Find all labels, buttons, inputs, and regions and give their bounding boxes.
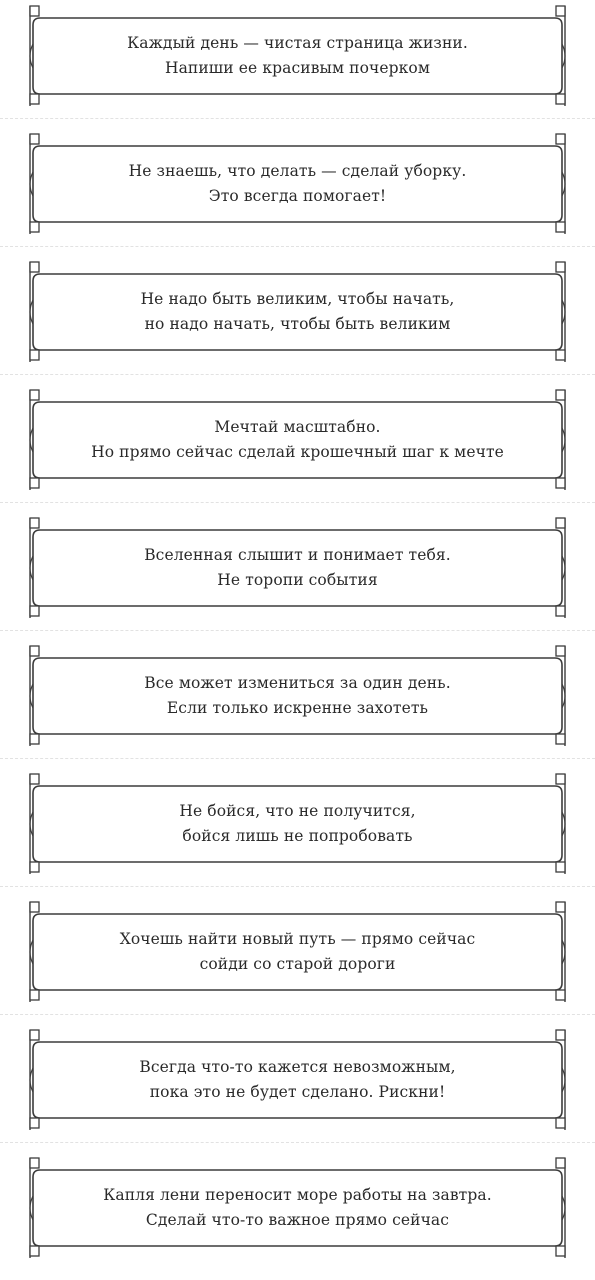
frame-corner-tab	[30, 1030, 39, 1040]
quote-line-2: но надо начать, чтобы быть великим	[144, 315, 451, 333]
cut-line	[0, 374, 595, 375]
frame-corner-tab	[30, 350, 39, 360]
frame-corner-tab	[556, 990, 565, 1000]
frame-corner-tab	[30, 734, 39, 744]
quote-line-1: Хочешь найти новый путь — прямо сейчас	[119, 930, 476, 948]
frame-corner-tab	[556, 862, 565, 872]
quote-text	[40, 132, 555, 236]
quote-card	[0, 900, 595, 1004]
frame-corner-tab	[30, 1118, 39, 1128]
frame-corner-tab	[556, 1158, 565, 1168]
quote-line-2: Не торопи события	[217, 571, 378, 589]
frame-corner-tab	[556, 6, 565, 16]
frame-corner-tab	[556, 134, 565, 144]
frame-corner-tab	[30, 390, 39, 400]
quote-line-2: пока это не будет сделано. Рискни!	[149, 1083, 446, 1101]
quote-line-2: бойся лишь не попробовать	[182, 827, 413, 845]
quote-line-1: Мечтай масштабно.	[214, 418, 381, 436]
frame-corner-tab	[556, 606, 565, 616]
cut-line	[0, 758, 595, 759]
quote-line-1: Каждый день — чистая страница жизни.	[127, 34, 468, 52]
frame-corner-tab	[556, 94, 565, 104]
quote-card	[0, 516, 595, 620]
frame-corner-tab	[556, 734, 565, 744]
cut-line	[0, 118, 595, 119]
frame-corner-tab	[556, 1246, 565, 1256]
frame-corner-tab	[30, 646, 39, 656]
quote-text	[40, 772, 555, 876]
quote-card	[0, 260, 595, 364]
quote-card	[0, 644, 595, 748]
frame-corner-tab	[556, 1118, 565, 1128]
quote-card	[0, 1028, 595, 1132]
quote-card	[0, 388, 595, 492]
frame-corner-tab	[30, 262, 39, 272]
frame-corner-tab	[556, 478, 565, 488]
quote-line-1: Вселенная слышит и понимает тебя.	[144, 546, 451, 564]
quote-line-1: Все может измениться за один день.	[144, 674, 451, 692]
quote-card	[0, 772, 595, 876]
frame-corner-tab	[556, 518, 565, 528]
cut-line	[0, 502, 595, 503]
cut-line	[0, 1142, 595, 1143]
quote-text	[40, 260, 555, 364]
quote-line-2: Сделай что-то важное прямо сейчас	[145, 1211, 450, 1229]
frame-corner-tab	[30, 518, 39, 528]
frame-corner-tab	[556, 390, 565, 400]
quote-line-2: Это всегда помогает!	[208, 187, 387, 205]
quote-card	[0, 132, 595, 236]
quote-line-1: Капля лени переносит море работы на завтра.	[103, 1186, 492, 1204]
quote-text	[40, 1028, 555, 1132]
quote-card	[0, 4, 595, 108]
quote-line-2: сойди со старой дороги	[199, 955, 396, 973]
quote-line-2: Если только искренне захотеть	[166, 699, 429, 717]
frame-corner-tab	[30, 222, 39, 232]
quote-text	[40, 516, 555, 620]
quote-card	[0, 1156, 595, 1260]
frame-corner-tab	[30, 774, 39, 784]
quote-text	[40, 4, 555, 108]
frame-corner-tab	[556, 774, 565, 784]
frame-corner-tab	[556, 350, 565, 360]
quote-line-2: Напиши ее красивым почерком	[164, 59, 431, 77]
frame-corner-tab	[30, 862, 39, 872]
quote-text	[40, 900, 555, 1004]
cut-line	[0, 886, 595, 887]
quote-line-2: Но прямо сейчас сделай крошечный шаг к мечте	[91, 443, 504, 461]
quote-line-1: Всегда что-то кажется невозможным,	[139, 1058, 456, 1076]
frame-corner-tab	[30, 990, 39, 1000]
quote-text	[40, 644, 555, 748]
frame-corner-tab	[30, 902, 39, 912]
frame-corner-tab	[556, 1030, 565, 1040]
quote-text	[40, 388, 555, 492]
cut-line	[0, 630, 595, 631]
frame-corner-tab	[556, 222, 565, 232]
quote-text	[40, 1156, 555, 1260]
frame-corner-tab	[30, 606, 39, 616]
quote-line-1: Не знаешь, что делать — сделай уборку.	[128, 162, 467, 180]
cut-line	[0, 1014, 595, 1015]
frame-corner-tab	[556, 902, 565, 912]
frame-corner-tab	[30, 94, 39, 104]
frame-corner-tab	[30, 1158, 39, 1168]
quote-line-1: Не бойся, что не получится,	[179, 802, 416, 820]
frame-corner-tab	[556, 262, 565, 272]
quote-line-1: Не надо быть великим, чтобы начать,	[140, 290, 455, 308]
frame-corner-tab	[30, 6, 39, 16]
frame-corner-tab	[556, 646, 565, 656]
cut-line	[0, 246, 595, 247]
frame-corner-tab	[30, 478, 39, 488]
frame-corner-tab	[30, 134, 39, 144]
frame-corner-tab	[30, 1246, 39, 1256]
